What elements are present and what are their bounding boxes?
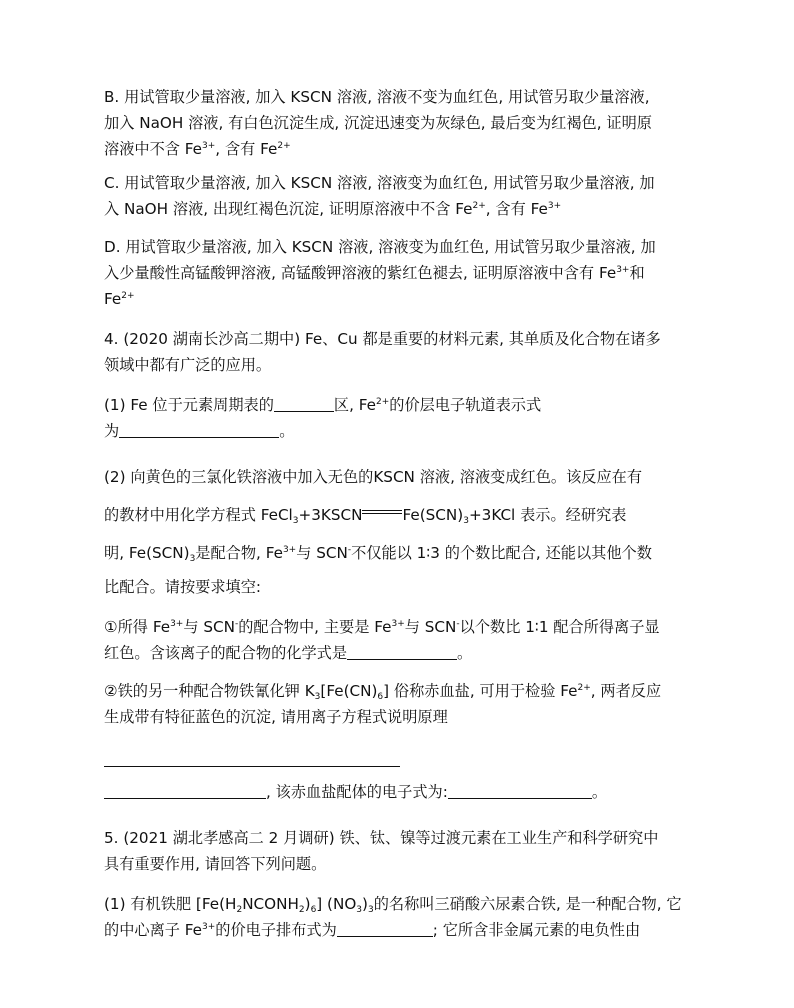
- option-c-line-2: 入 NaOH 溶液, 出现红褐色沉淀, 证明原溶液中不含 $Fe^{2+}$, 含有 $Fe^{3+}$: [104, 200, 562, 218]
- answer-blank-formula[interactable]: [347, 643, 457, 660]
- answer-blank-region[interactable]: [274, 395, 334, 412]
- answer-blank-valence-config[interactable]: [337, 920, 433, 937]
- answer-blank-electron-formula[interactable]: [448, 782, 592, 799]
- equilibrium-sign: [362, 508, 402, 518]
- answer-blank-ionic-equation[interactable]: [104, 744, 400, 767]
- question-4-sub-1: ①所得 $Fe^{3+}$与 SCN-的配合物中, 主要是 $Fe^{3+}$与 SCN-以个数比 1∶1 配合所得离子显 红色。含该离子的配合物的化学式是 。: [104, 618, 660, 662]
- question-4-sub-2-answer: , 该赤血盐配体的电子式为: 。: [104, 744, 694, 805]
- question-5-stem: 5. (2021 湖北孝感高二 2 月调研) 铁、钛、镍等过渡元素在工业生产和科学研究中 具有重要作用, 请回答下列问题。: [104, 829, 659, 873]
- question-4-line-2: 领域中都有广泛的应用。: [104, 356, 272, 374]
- option-b-line-1: B. 用试管取少量溶液, 加入 KSCN 溶液, 溶液不变为血红色, 用试管另取少量溶液,: [104, 88, 650, 106]
- option-d: [104, 234, 694, 312]
- option-b-line-2: 加入 NaOH 溶液, 有白色沉淀生成, 沉淀迅速变为灰绿色, 最后变为红褐色, 证明原: [104, 114, 652, 132]
- document-page: [104, 84, 694, 943]
- answer-blank-orbital-diagram[interactable]: [119, 421, 279, 438]
- option-b: [104, 84, 694, 162]
- question-4-stem: [104, 326, 694, 378]
- question-4-part-1: (1) Fe 位于元素周期表的 区, $Fe^{2+}$的价层电子轨道表示式 为 。: [104, 396, 542, 440]
- option-d-line-3: $Fe^{2+}$: [104, 290, 135, 308]
- answer-blank-ionic-equation-cont[interactable]: [104, 782, 266, 799]
- question-4-sub-2: ②铁的另一种配合物铁氰化钾 $K_3[Fe(CN)_6]$ 俗称赤血盐, 可用于检验 $Fe^{2+}$, 两者反应 生成带有特征蓝色的沉淀, 请用离子方程式说明原理: [104, 682, 662, 726]
- option-d-line-2: 入少量酸性高锰酸钾溶液, 高锰酸钾溶液的紫红色褪去, 证明原溶液中含有 $Fe^{3+}$和: [104, 264, 645, 282]
- question-5-part-1: (1) 有机铁肥 $[Fe(H_2NCONH_2)_6]$ $(NO_3)_3$的名称叫三硝酸六尿素合铁, 是一种配合物, 它 的中心离子 $Fe^{3+}$的价电子排布式为 ; 它所含非金属元素的电负性由: [104, 895, 682, 939]
- option-c: [104, 170, 694, 222]
- option-d-line-1: D. 用试管取少量溶液, 加入 KSCN 溶液, 溶液变为血红色, 用试管另取少量溶液, 加: [104, 238, 656, 256]
- option-c-line-1: C. 用试管取少量溶液, 加入 KSCN 溶液, 溶液变为血红色, 用试管另取少量溶液, 加: [104, 174, 655, 192]
- question-4-part-2: (2) 向黄色的三氯化铁溶液中加入无色的KSCN 溶液, 溶液变成红色。该反应在有 的教材中用化学方程式 FeCl$_3$+3KSCN $Fe(SCN)_3+3KCl$ 表示。经研究表 明, $Fe(SCN)_3$是配合物, $Fe^{3+}$与 SCN-不仅能以 1∶3 的个数比配合, 还能以其他个数 比配合。请按要求填空:: [104, 468, 652, 596]
- option-b-line-3: 溶液中不含 $Fe^{3+}$, 含有 $Fe^{2+}$: [104, 140, 291, 158]
- question-4-line-1: 4. (2020 湖南长沙高二期中) Fe、Cu 都是重要的材料元素, 其单质及化合物在诸多: [104, 330, 661, 348]
